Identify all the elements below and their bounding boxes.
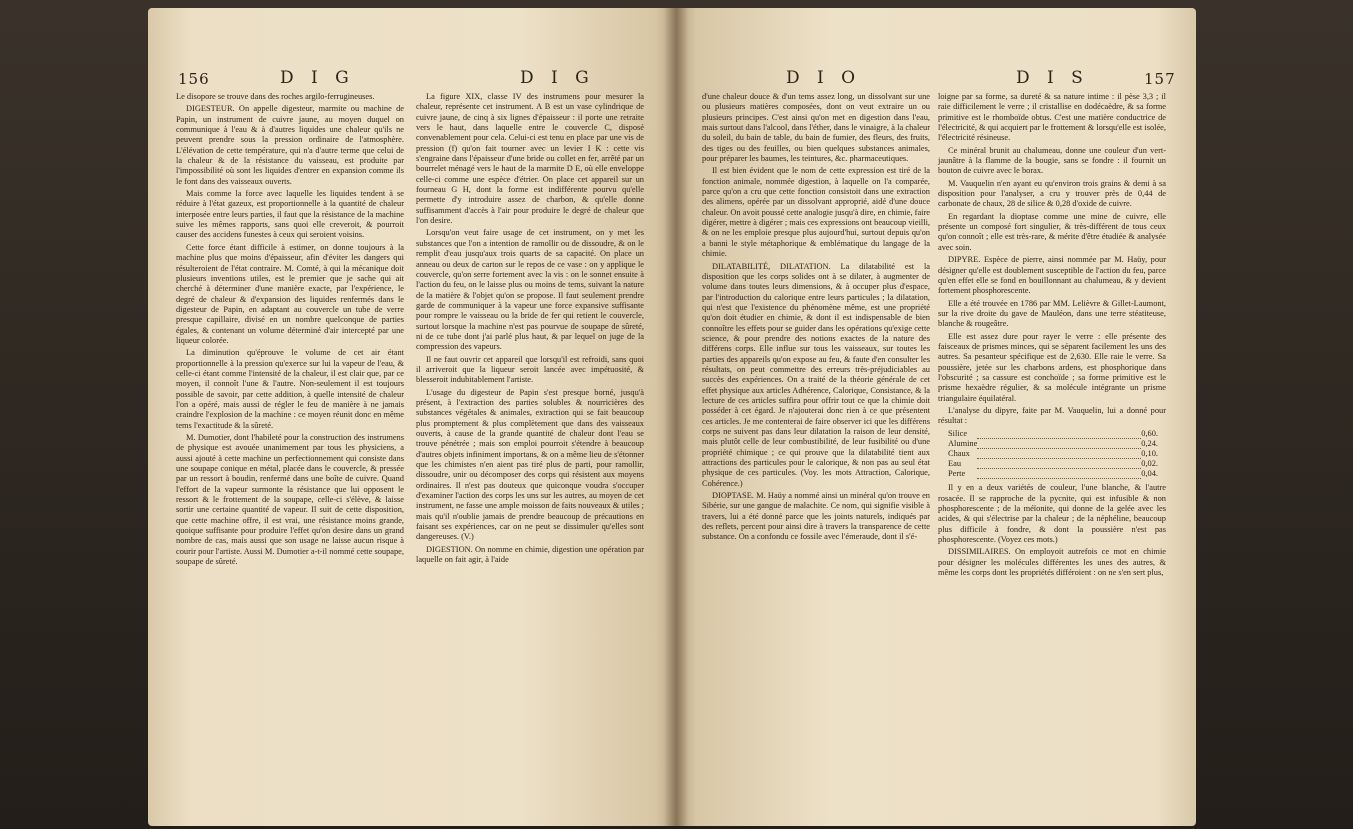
- paragraph: loigne par sa forme, sa dureté & sa nature intime : il pèse 3,3 ; il raie difficilement le verre ; il cristallise en dodécaèdre, & sa forme primitive est le rhomboïde obtus. C'est une matière conductrice de l'électricité, & qui acquiert par le frottement & lorsqu'elle est isolée, l'électricité résineuse.: [938, 92, 1166, 143]
- paragraph: L'usage du digesteur de Papin s'est presque borné, jusqu'à présent, à l'extraction des parties solubles & nourricières des substances végétales & animales, extraction qui se fait beaucoup plus promptement & plus complètement que dans des vaisseaux ouverts, à cause de la grande quantité de chaleur dont l'eau se trouve pénétrée ; mais son emploi pourroit s'étendre à beaucoup d'autres objets infiniment importans, & on a même lieu de s'étonner que les chimistes n'en aient pas tiré plus de parti, pour ramollir, dissoudre, unir ou décomposer des corps qui résistent aux moyens ordinaires. Il n'est pas douteux que quiconque voudra s'occuper d'examiner l'action des corps les uns sur les autres, au moyen de cet instrument, ne fasse une ample moisson de faits nouveaux & utiles ; mais qu'il n'oublie jamais de prendre beaucoup de précautions en faisant ses expériences, car on ne peut se dissimuler qu'elles sont dangereuses. (V.): [416, 387, 644, 542]
- paragraph: DIGESTION. On nomme en chimie, digestion une opération par laquelle on fait agir, à l'aide: [416, 544, 644, 565]
- paragraph: DIPYRE. Espèce de pierre, ainsi nommée par M. Haüy, pour désigner qu'elle est doublement susceptible de l'action du feu, parce qu'en effet elle se fond en bouillonnant au chalumeau, & y devient fortement phosphorescente.: [938, 255, 1166, 296]
- paragraph: M. Vauquelin n'en ayant eu qu'environ trois grains & demi à sa disposition pour l'analyser, a cru y trouver près de 0,44 de carbonate de chaux, 28 de silice & 0,28 d'oxide de cuivre.: [938, 178, 1166, 209]
- paragraph: M. Dumotier, dont l'habileté pour la construction des instrumens de physique est avouée unanimement par tous les physiciens, a aussi ajouté à cette machine un perfectionnement qui consiste dans une soupape conique en métal, placée dans le couvercle, & pressée par un ressort à boudin, renfermé dans une boîte de cuivre. Quand l'effort de la vapeur surmonte la résistance que lui opposent le ressort & le frottement de la soupape, celle-ci s'élève, & laisse sortir une certaine quantité de vapeur. Il suit de cette disposition, que cette machine offre, il est vrai, une résistance moins grande, quoique suffisante pour produire l'effet qu'on desire dans un grand nombre de cas, mais aussi que son usage ne laisse aucun risque à courir pour l'artiste. Aussi M. Dumotier a-t-il nommé cette soupape, soupape de sûreté.: [176, 433, 404, 567]
- running-head-right-2: D I S: [1016, 68, 1089, 88]
- analysis-table: [948, 429, 1158, 480]
- left-page-column-1: [176, 92, 404, 569]
- table-row: [948, 469, 1158, 479]
- paragraph: La diminution qu'éprouve le volume de cet air étant proportionnelle à la pression qu'exerce sur lui la vapeur de l'eau, & celle-ci étant comme l'intensité de la chaleur, il est clair que, par ce moyen, il connoît l'une & l'autre. Non-seulement il est toujours possible de savoir, par cette addition, à quelle intensité de chaleur l'on a opéré, mais aussi de régler le feu de manière à ne jamais craindre l'explosion de la machine : ce moyen réunit donc en même tems l'exactitude & la sûreté.: [176, 348, 404, 430]
- analysis-value: 0,04.: [1141, 468, 1158, 478]
- page-number-right: 157: [1144, 70, 1176, 88]
- running-head-left-2: D I G: [520, 68, 595, 88]
- paragraph: En regardant la dioptase comme une mine de cuivre, elle présente un composé fort singulier, & très-différent de tous ceux qu'on connoît ; elle est très-rare, & mérite d'être étudiée & analysée avec soin.: [938, 211, 1166, 252]
- paragraph: DILATABILITÉ, DILATATION. La dilatabilité est la disposition que les corps solides ont à se dilater, à augmenter de volume dans toutes leurs dimensions, & à occuper plus d'espace, par l'introduction du calorique entre leurs particules ; la dilatation, qui n'est que l'existence du phénomène même, est une propriété qu'on doit étudier en chimie, & dont il est indispensable de bien connoître les effets pour se guider dans les opérations qu'exige cette science, & pour prendre des notions exactes de la nature des différens corps. Elle influe sur tous les vaisseaux, sur toutes les parties des appareils qu'on expose au feu, & faute d'en consulter les résultats, on peut commettre des erreurs très-préjudiciables au succès des expériences. On a traité de la théorie générale de cet effet physique aux articles Adhérence, Calorique, Consistance, & la lecture de ces articles suffira pour offrir tout ce que la chimie doit posséder à cet égard. Je n'ajouterai donc rien à ce que présentent ces articles. Je me contenterai de faire observer ici que les différens corps ne suivent pas dans leur dilatation la raison de leur densité, mais plutôt celle de leur combustibilité, de leur fusibilité ou d'une propriété chimique ; ce qui prouve que la dilatabilité tient aux attractions des particules pour le calorique, & non pas au seul état physique de ces particules. (Voy. les mots Attraction, Calorique, Cohérence.): [702, 261, 930, 488]
- analysis-label: Eau: [948, 458, 962, 468]
- right-page: [676, 8, 1196, 826]
- left-page: [148, 8, 676, 826]
- running-head-left-1: D I G: [280, 68, 355, 88]
- paragraph: Lorsqu'on veut faire usage de cet instrument, on y met les substances que l'on a intention de ramollir ou de dissoudre, & on le remplit d'eau jusqu'aux trois quarts de sa capacité. On place un anneau ou deux de carton sur le repos de ce vase : on y applique le couvercle, qu'on serre fortement avec la vis : on le sonnet ensuite à l'action du feu, on le laisse plus ou moins de tems, suivant la nature de la matière & l'objet qu'on se propose. Il faut seulement prendre garde de communiquer à la vapeur une force expansive suffisante pour rompre le vaisseau ou la bride de fer qui retient le couvercle, surtout lorsque la machine n'est pas pourvue de soupape de sûreté, ni de ce tube dont j'ai parlé plus haut, & par lequel on juge de la compression des vapeurs.: [416, 228, 644, 352]
- book-gutter: [664, 8, 688, 826]
- analysis-label: Alumine: [948, 438, 978, 448]
- table-row: [948, 459, 1158, 469]
- paragraph: Il y en a deux variétés de couleur, l'une blanche, & l'autre rosacée. Il se rapproche de la pycnite, qui est infusible & non phosphorescente ; de la méïonite, qui donne de la gelée avec les acides, & qui s'électrise par la chaleur ; de la néphéline, beaucoup plus difficile à fondre, & dont la poussière n'est pas phosphorescente. (Voyez ces mots.): [938, 483, 1166, 544]
- analysis-label: Perte: [948, 468, 966, 478]
- paragraph: La figure XIX, classe IV des instrumens pour mesurer la chaleur, représente cet instrument. A B est un vase cylindrique de cuivre jaune, de cinq à six lignes d'épaisseur : il porte une retraite vers le haut, dans laquelle entre le couvercle C, disposé convenablement pour cela. Celui-ci est tenu en place par une vis de pression (f) qu'on fait tourner avec un levier I K : cette vis s'engraine dans l'épaisseur d'une bride ou collet en fer, arrêté par un bourrelet ménagé vers le haut de la marmite D E, où elle enveloppe celle-ci comme une espèce d'étrier. On place cet appareil sur un fourneau G H, dont la forme est indifférente pourvu qu'elle permette d'y introduire assez de charbon, & qu'elle donne suffisamment d'accès à l'air pour produire le degré de chaleur que l'on desire.: [416, 92, 644, 226]
- paragraph: Cette force étant difficile à estimer, on donne toujours à la machine plus que moins d'épaisseur, afin d'éviter les dangers qui résulteroient de l'état contraire. M. Comté, à qui la mécanique doit plusieurs inventions utiles, est le premier que je sache qui ait cherché à déterminer d'une manière exacte, par l'expérience, le degré de chaleur & d'expansion des liquides renfermés dans le digesteur de Papin, en adaptant au couvercle un tube de verre presque capillaire, divisé en un nombre quelconque de parties égales, & contenant un volume déterminé d'air intercepté par une liqueur colorée.: [176, 242, 404, 345]
- paragraph: L'analyse du dipyre, faite par M. Vauquelin, lui a donné pour résultat :: [938, 405, 1166, 426]
- analysis-value: 0,10.: [1141, 448, 1158, 458]
- paragraph: Il est bien évident que le nom de cette expression est tiré de la fonction animale, nommée digestion, à laquelle on l'a comparée, parce qu'on a cru que cette fonction consistoit dans une extraction des alimens, opérée par un dissolvant approprié, aidé d'une douce chaleur. On avoit poussé cette analogie jusqu'à dire, en chimie, faire digérer, mettre à digérer ; mais ces expressions ont beaucoup vieilli, & on ne les emploie presque plus aujourd'hui, surtout depuis qu'on a banni le style métaphorique & emblématique du langage de la chimie.: [702, 166, 930, 259]
- running-head-right-1: D I O: [786, 68, 862, 88]
- paragraph: Elle a été trouvée en 1786 par MM. Lelièvre & Gillet-Laumont, sur la rive droite du gave de Mauléon, dans une terre stéatiteuse, blanche & rougeâtre.: [938, 298, 1166, 329]
- paragraph: Ce minéral brunit au chalumeau, donne une couleur d'un vert-jaunâtre à la flamme de la bougie, sans se fondre : il fournit un bouton de cuivre avec le borax.: [938, 145, 1166, 176]
- page-number-left: 156: [178, 70, 210, 88]
- paragraph: DIOPTASE. M. Haüy a nommé ainsi un minéral qu'on trouve en Sibérie, sur une gangue de malachite. Ce nom, qui signifie visible à travers, lui a été donné parce que les joints naturels, indiqués par des reflets, percent pour ainsi dire à travers la transparence de cette substance. On a confondu ce fossile avec l'émeraude, dont il s'é-: [702, 491, 930, 542]
- right-page-column-2: [938, 92, 1166, 580]
- paragraph: DIGESTEUR. On appelle digesteur, marmite ou machine de Papin, un instrument de cuivre jaune, au moyen duquel on communique à l'eau & à d'autres liquides une chaleur qu'ils ne peuvent prendre sous la pression ordinaire de l'atmosphère. L'élévation de cette température, qui n'a d'autre terme que celui de la chaleur & de la résistance du vaisseau, est produite par l'impossibilité où sont les liquides d'entrer en expansion comme ils le font dans des vaisseaux ouverts.: [176, 104, 404, 186]
- table-row: [948, 429, 1158, 439]
- table-row: [948, 439, 1158, 449]
- paragraph: Il ne faut ouvrir cet appareil que lorsqu'il est refroidi, sans quoi il arriveroit que la liqueur seroit lancée avec impétuosité, & blesseroit indubitablement l'artiste.: [416, 354, 644, 385]
- paragraph: DISSIMILAIRES. On employoit autrefois ce mot en chimie pour désigner les molécules différentes les unes des autres, & même les corps dont les propriétés différoient : on ne s'en sert plus,: [938, 547, 1166, 577]
- analysis-value: 0,24.: [1141, 438, 1158, 448]
- analysis-value: 0,02.: [1141, 458, 1158, 468]
- paragraph: Elle est assez dure pour rayer le verre : elle présente des faisceaux de prismes minces, qui se séparent facilement les uns des autres. Sa pesanteur spécifique est de 2,630. Elle raie le verre. Sa poussière, jetée sur les charbons ardens, est phosphorique dans l'obscurité ; sa cassure est conchoïde ; sa forme primitive est le prisme hexaèdre régulier, & sa molécule intégrante un prisme triangulaire équilatéral.: [938, 331, 1166, 403]
- paragraph: Le disopore se trouve dans des roches argilo-ferrugineuses.: [176, 92, 375, 101]
- analysis-value: 0,60.: [1141, 428, 1158, 438]
- paragraph: Mais comme la force avec laquelle les liquides tendent à se réduire à l'état gazeux, est proportionnelle à la quantité de chaleur interposée entre leurs parties, il faut que la résistance de la machine suive les mêmes rapports, sans quoi elle creveroit, & pourroit causer des accidens funestes à ceux qui seroient voisins.: [176, 189, 404, 240]
- right-page-column-1: [702, 92, 930, 545]
- analysis-label: Chaux: [948, 448, 970, 458]
- left-page-column-2: [416, 92, 644, 567]
- table-row: [948, 449, 1158, 459]
- analysis-label: Silice: [948, 428, 968, 438]
- paragraph: d'une chaleur douce & d'un tems assez long, un dissolvant sur une ou plusieurs matières composées, dont on veut extraire un ou plusieurs principes. C'est ainsi qu'on met en digestion dans l'eau, mais surtout dans l'alcool, dans l'éther, dans le vinaigre, à la chaleur du soleil, du bain de table, du bain de fumier, des fleurs, des fruits, des tiges ou des feuilles, ou bien quelques substances animales, pour préparer les baumes, les teintures, &c. pharmaceutiques.: [702, 92, 930, 164]
